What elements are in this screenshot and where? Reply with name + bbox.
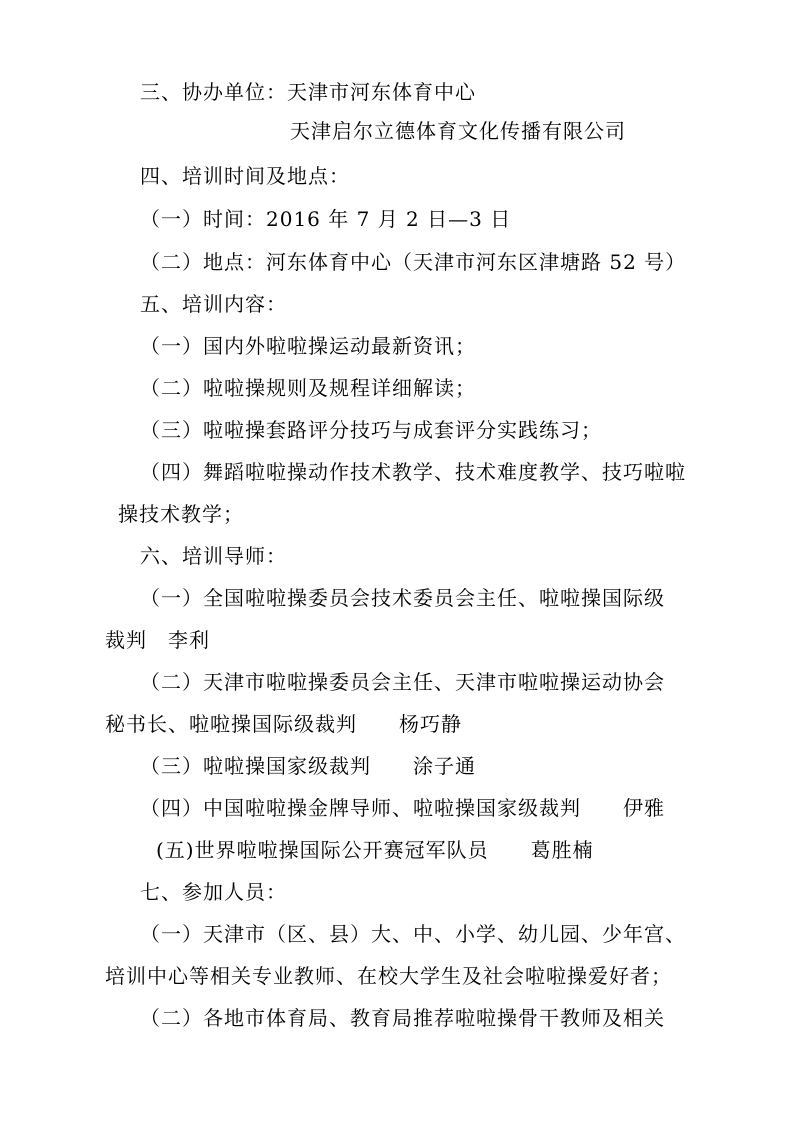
section-5-heading: 五、培训内容：	[140, 292, 287, 316]
participants-1-cont: 培训中心等相关专业教师、在校大学生及社会啦啦操爱好者；	[105, 964, 672, 988]
mentor-4: （四）中国啦啦操金牌导师、啦啦操国家级裁判 伊雅	[140, 796, 665, 820]
mentor-3: （三）啦啦操国家级裁判 涂子通	[140, 754, 476, 778]
participants-2: （二）各地市体育局、教育局推荐啦啦操骨干教师及相关	[140, 1006, 665, 1030]
section-7-heading: 七、参加人员：	[140, 880, 287, 904]
content-item-4: （四）舞蹈啦啦操动作技术教学、技术难度教学、技巧啦啦	[140, 460, 686, 484]
section-4-heading: 四、培训时间及地点：	[140, 164, 350, 188]
mentor-2-cont: 秘书长、啦啦操国际级裁判 杨巧静	[105, 712, 462, 736]
training-location: （二）地点：河东体育中心（天津市河东区津塘路 52 号）	[140, 250, 687, 274]
participants-1: （一）天津市（区、县）大、中、小学、幼儿园、少年宫、	[140, 922, 686, 946]
co-organizer-2: 天津启尔立德体育文化传播有限公司	[290, 119, 626, 143]
mentor-1-cont: 裁判 李利	[105, 628, 210, 652]
mentor-1: （一）全国啦啦操委员会技术委员会主任、啦啦操国际级	[140, 586, 665, 610]
content-item-2: （二）啦啦操规则及规程详细解读；	[140, 376, 476, 400]
content-item-3: （三）啦啦操套路评分技巧与成套评分实践练习；	[140, 418, 602, 442]
training-time: （一）时间：2016 年 7 月 2 日—3 日	[140, 207, 512, 231]
content-item-4-cont: 操技术教学；	[118, 502, 244, 526]
section-6-heading: 六、培训导师：	[140, 544, 287, 568]
content-item-1: （一）国内外啦啦操运动最新资讯；	[140, 334, 476, 358]
section-3-co-organizer: 三、协办单位：天津市河东体育中心	[140, 80, 476, 104]
mentor-5: (五)世界啦啦操国际公开赛冠军队员 葛胜楠	[156, 838, 594, 862]
mentor-2: （二）天津市啦啦操委员会主任、天津市啦啦操运动协会	[140, 670, 665, 694]
